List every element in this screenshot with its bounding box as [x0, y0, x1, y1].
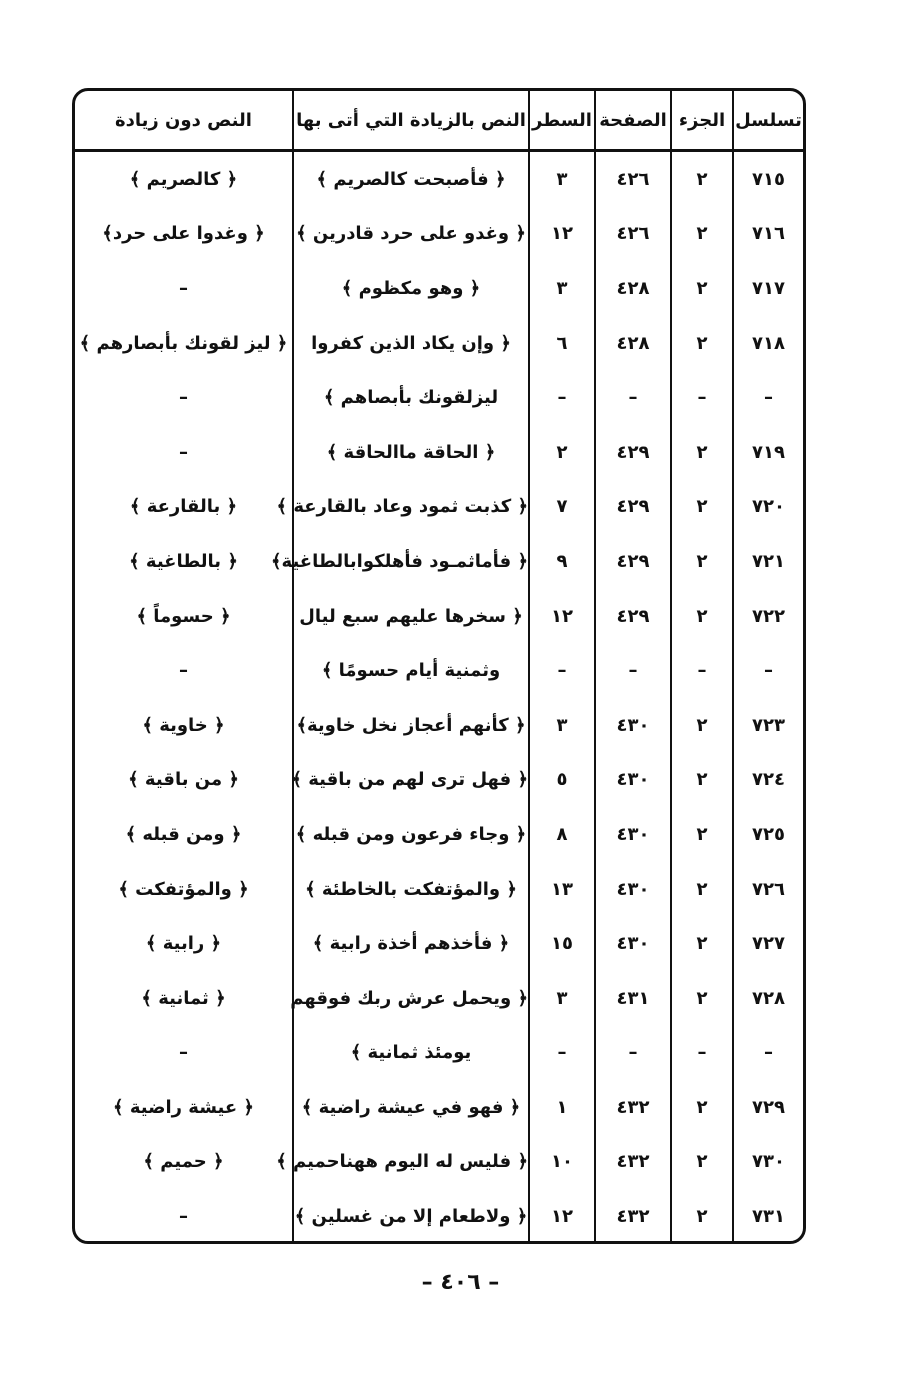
cell-part: ٢: [671, 589, 733, 644]
cell-seq: ٧٣٠: [733, 1135, 803, 1190]
cell-without-addition: –: [179, 660, 188, 682]
cell-page: ٤٣٠: [595, 862, 671, 917]
cell-seq: –: [733, 643, 803, 698]
cell-without-addition: ﴿ كالصريم ﴾: [129, 168, 238, 190]
cell-with-addition: ﴿ ولاطعام إلا من غسلين ﴾: [293, 1189, 529, 1244]
cell-part: ٢: [671, 261, 733, 316]
cell-line: ١٢: [529, 207, 595, 262]
cell-with-addition: ﴿ كذبت ثمود وعاد بالقارعة ﴾: [293, 480, 529, 535]
table-row: [75, 807, 803, 862]
cell-seq: ٧٣١: [733, 1189, 803, 1244]
cell-line: ١٠: [529, 1135, 595, 1190]
cell-page: ٤٣٢: [595, 1080, 671, 1135]
cell-page: ٤٢٨: [595, 261, 671, 316]
cell-line: ٣: [529, 261, 595, 316]
cell-with-addition: ﴿ وإن يكاد الذين كفروا: [293, 316, 529, 371]
cell-line: ٣: [529, 971, 595, 1026]
table-row: [75, 862, 803, 917]
table-row: [75, 1135, 803, 1190]
cell-line: ٣: [529, 698, 595, 753]
cell-line: ٨: [529, 807, 595, 862]
cell-part: ٢: [671, 534, 733, 589]
cell-seq: –: [733, 370, 803, 425]
cell-part: ٢: [671, 207, 733, 262]
cell-without-addition: ﴿ خاوية ﴾: [142, 714, 225, 736]
cell-with-addition: ﴿ والمؤتفكت بالخاطئة ﴾: [293, 862, 529, 917]
cell-without-addition: ﴿ ليز لقونك بأبصارهم ﴾: [79, 332, 288, 354]
cell-with-addition: ﴿ سخرها عليهم سبع ليال: [293, 589, 529, 644]
cell-page: ٤٣٠: [595, 698, 671, 753]
cell-line: –: [529, 370, 595, 425]
cell-page: ٤٢٦: [595, 207, 671, 262]
cell-part: ٢: [671, 1135, 733, 1190]
cell-without-addition: ﴿ عيشة راضية ﴾: [113, 1096, 254, 1118]
cell-without-addition: –: [179, 441, 188, 463]
cell-with-addition: وثمنية أيام حسومًا ﴾: [293, 643, 529, 698]
cell-without-addition: ﴿ وغدوا على حرد﴾: [102, 223, 265, 245]
cell-page: ٤٣٢: [595, 1189, 671, 1244]
cell-without-addition: ﴿ حميم ﴾: [143, 1151, 224, 1173]
cell-without-addition: ﴿ حسوماً ﴾: [136, 605, 231, 627]
cell-line: ٩: [529, 534, 595, 589]
cell-with-addition: يومئذ ثمانية ﴾: [293, 1026, 529, 1081]
cell-line: ٥: [529, 753, 595, 808]
cell-line: –: [529, 643, 595, 698]
cell-seq: ٧١٧: [733, 261, 803, 316]
table-row: [75, 698, 803, 753]
cell-part: ٢: [671, 807, 733, 862]
cell-without-addition: ﴿ رابية ﴾: [145, 933, 222, 955]
cell-seq: ٧١٨: [733, 316, 803, 371]
cell-without-addition: –: [179, 277, 188, 299]
cell-part: ٢: [671, 425, 733, 480]
cell-seq: ٧٢٥: [733, 807, 803, 862]
cell-without-addition: ﴿ من باقية ﴾: [128, 769, 239, 791]
cell-seq: ٧٢٢: [733, 589, 803, 644]
cell-part: –: [671, 643, 733, 698]
cell-page: ٤٣٢: [595, 1135, 671, 1190]
cell-seq: ٧١٥: [733, 151, 803, 207]
cell-page: ٤٣١: [595, 971, 671, 1026]
table-row: [75, 589, 803, 644]
cell-part: –: [671, 1026, 733, 1081]
header-part: الجزء: [671, 91, 733, 151]
header-with-addition: النص بالزيادة التي أتى بها: [293, 91, 529, 151]
cell-without-addition: ﴿ ومن قبله ﴾: [125, 823, 242, 845]
table-row: [75, 753, 803, 808]
cell-part: ٢: [671, 151, 733, 207]
header-line: السطر: [529, 91, 595, 151]
data-table: [75, 91, 803, 1244]
cell-with-addition: ﴿ كأنهم أعجاز نخل خاوية﴾: [293, 698, 529, 753]
cell-seq: ٧٢٤: [733, 753, 803, 808]
cell-page: –: [595, 643, 671, 698]
table-row: [75, 480, 803, 535]
cell-with-addition: ﴿ فهو في عيشة راضية ﴾: [293, 1080, 529, 1135]
cell-seq: ٧٢٩: [733, 1080, 803, 1135]
table-row: [75, 1189, 803, 1244]
header-without-addition: النص دون زيادة: [75, 91, 293, 151]
cell-with-addition: ﴿ فأصبحت كالصريم ﴾: [293, 151, 529, 207]
table-row: [75, 207, 803, 262]
cell-line: ٢: [529, 425, 595, 480]
cell-page: ٤٣٠: [595, 807, 671, 862]
cell-line: ٧: [529, 480, 595, 535]
cell-seq: –: [733, 1026, 803, 1081]
page-number: – ٤٠٦ –: [421, 1270, 500, 1295]
table-row: [75, 916, 803, 971]
cell-line: ٣: [529, 151, 595, 207]
cell-line: ١٢: [529, 1189, 595, 1244]
cell-seq: ٧٢٧: [733, 916, 803, 971]
cell-page: ٤٢٦: [595, 151, 671, 207]
cell-part: ٢: [671, 1189, 733, 1244]
cell-part: ٢: [671, 316, 733, 371]
cell-with-addition: ﴿ فأخذهم أخذة رابية ﴾: [293, 916, 529, 971]
cell-with-addition: ﴿ فليس له اليوم ههناحميم ﴾: [293, 1135, 529, 1190]
table-row: [75, 425, 803, 480]
cell-page: –: [595, 370, 671, 425]
cell-line: ١٢: [529, 589, 595, 644]
cell-with-addition: ليزلقونك بأبصاهم ﴾: [293, 370, 529, 425]
table-row: [75, 1080, 803, 1135]
cell-seq: ٧٢٠: [733, 480, 803, 535]
table-row: [75, 151, 803, 207]
cell-page: ٤٢٩: [595, 589, 671, 644]
cell-page: ٤٢٩: [595, 534, 671, 589]
cell-without-addition: ﴿ بالقارعة ﴾: [129, 496, 238, 518]
table-row: [75, 370, 803, 425]
cell-part: ٢: [671, 916, 733, 971]
cell-part: ٢: [671, 480, 733, 535]
cell-line: –: [529, 1026, 595, 1081]
cell-part: ٢: [671, 698, 733, 753]
cell-with-addition: ﴿ ويحمل عرش ربك فوقهم: [293, 971, 529, 1026]
cell-with-addition: ﴿ وغدو على حرد قادرين ﴾: [293, 207, 529, 262]
cell-part: ٢: [671, 971, 733, 1026]
table-row: [75, 316, 803, 371]
cell-seq: ٧٢٦: [733, 862, 803, 917]
cell-with-addition: ﴿ وجاء فرعون ومن قبله ﴾: [293, 807, 529, 862]
table-row: [75, 261, 803, 316]
header-page: الصفحة: [595, 91, 671, 151]
cell-line: ١: [529, 1080, 595, 1135]
cell-seq: ٧١٦: [733, 207, 803, 262]
cell-seq: ٧٢٨: [733, 971, 803, 1026]
cell-without-addition: ﴿ ثمانية ﴾: [141, 987, 226, 1009]
cell-page: ٤٢٨: [595, 316, 671, 371]
cell-part: ٢: [671, 862, 733, 917]
cell-with-addition: ﴿ فأماثمـود فأهلكوابالطاغية﴾: [293, 534, 529, 589]
cell-part: ٢: [671, 753, 733, 808]
cell-part: –: [671, 370, 733, 425]
cell-page: ٤٢٩: [595, 480, 671, 535]
data-table-frame: [72, 88, 806, 1244]
cell-without-addition: –: [179, 1206, 188, 1228]
cell-line: ١٥: [529, 916, 595, 971]
cell-page: ٤٢٩: [595, 425, 671, 480]
table-row: [75, 534, 803, 589]
header-seq: تسلسل: [733, 91, 803, 151]
cell-without-addition: –: [179, 387, 188, 409]
cell-page: –: [595, 1026, 671, 1081]
cell-with-addition: ﴿ الحاقة ماالحاقة ﴾: [293, 425, 529, 480]
cell-line: ٦: [529, 316, 595, 371]
cell-page: ٤٣٠: [595, 753, 671, 808]
cell-part: ٢: [671, 1080, 733, 1135]
cell-with-addition: ﴿ وهو مكظوم ﴾: [293, 261, 529, 316]
cell-seq: ٧٢١: [733, 534, 803, 589]
cell-without-addition: –: [179, 1042, 188, 1064]
cell-without-addition: ﴿ والمؤتفكت ﴾: [118, 878, 249, 900]
cell-line: ١٣: [529, 862, 595, 917]
table-row: [75, 971, 803, 1026]
cell-with-addition: ﴿ فهل ترى لهم من باقية ﴾: [293, 753, 529, 808]
cell-seq: ٧٢٣: [733, 698, 803, 753]
table-row: [75, 643, 803, 698]
cell-page: ٤٣٠: [595, 916, 671, 971]
table-row: [75, 1026, 803, 1081]
cell-seq: ٧١٩: [733, 425, 803, 480]
table-header-row: [75, 91, 803, 151]
cell-without-addition: ﴿ بالطاغية ﴾: [129, 550, 238, 572]
